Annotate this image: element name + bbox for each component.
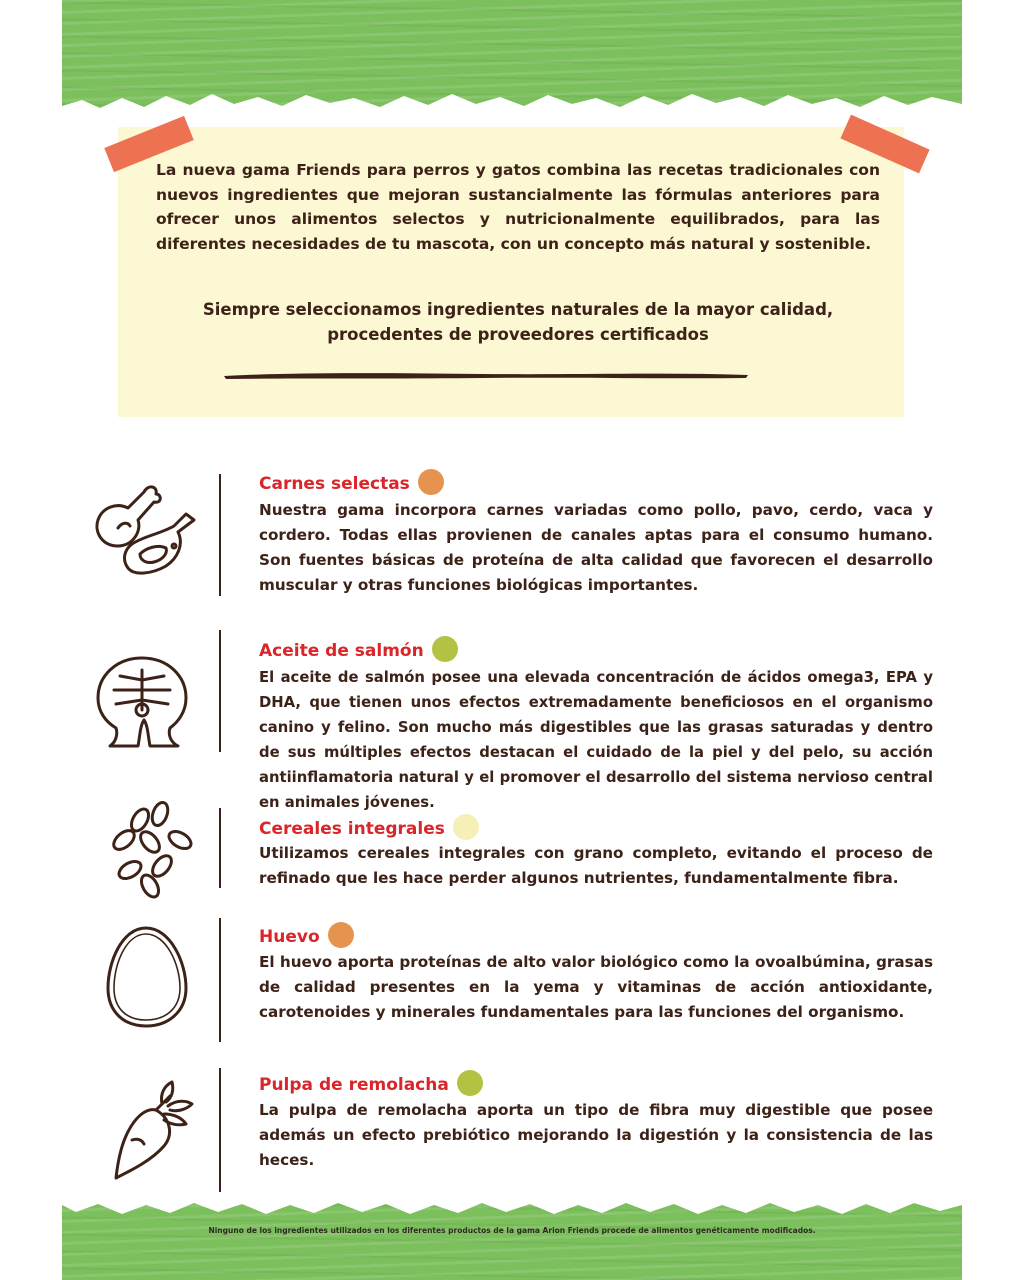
egg-icon [82, 914, 202, 1034]
accent-dot [418, 469, 444, 495]
ingredient-title-text: Cereales integrales [259, 819, 445, 839]
grain-seeds-icon [82, 794, 202, 914]
accent-dot [457, 1070, 483, 1096]
ingredient-title-text: Aceite de salmón [259, 641, 424, 661]
gmo-footnote: Ninguno de los ingredientes utilizados en los diferentes productos de la gama Arion Friends procede de alimentos genéticamente modificados. [208, 1226, 816, 1235]
ingredient-description: El aceite de salmón posee una elevada concentración de ácidos omega3, EPA y DHA, que tienen unos efectos extremadamente beneficiosos en el organismo canino y felino. Son mucho más digestibles que las grasas saturadas y dentro de sus múltiples efectos destacan el cuidado de la piel y del pelo, su acción antiinflamatoria natural y el promover el desarrollo del sistema nervioso central en animales jóvenes. [259, 669, 933, 811]
brush-stroke-divider [222, 368, 750, 382]
beet-icon [82, 1074, 202, 1194]
ingredient-title [259, 1070, 483, 1096]
ingredient-description: Nuestra gama incorpora carnes variadas como pollo, pavo, cerdo, vaca y cordero. Todas ellas provienen de canales aptas para el consumo humano. Son fuentes básicas de proteína de alta calidad que favorecen el desarrollo muscular y otras funciones biológicas importantes. [259, 501, 933, 594]
ingredient-description: El huevo aporta proteínas de alto valor biológico como la ovoalbúmina, grasas de calidad presentes en la yema y vitaminas de acción antioxidante, carotenoides y minerales fundamentales para las funciones del organismo. [259, 953, 933, 1021]
ingredient-title [259, 636, 458, 662]
ingredient-title-text: Carnes selectas [259, 474, 410, 494]
accent-dot [432, 636, 458, 662]
accent-dot [453, 814, 479, 840]
item-divider [219, 808, 221, 888]
ingredient-title [259, 922, 354, 948]
ingredient-title [259, 814, 479, 840]
item-divider [219, 1068, 221, 1192]
item-divider [219, 474, 221, 596]
ingredient-title-text: Pulpa de remolacha [259, 1075, 449, 1095]
accent-dot [328, 922, 354, 948]
item-divider [219, 918, 221, 1042]
ingredient-title-text: Huevo [259, 927, 320, 947]
ingredient-title [259, 469, 444, 495]
ingredient-description: La pulpa de remolacha aporta un tipo de fibra muy digestible que posee además un efecto prebiótico mejorando la digestión y la consistencia de las heces. [259, 1101, 933, 1169]
page [62, 0, 962, 1280]
item-divider [219, 630, 221, 752]
intro-tagline: Siempre seleccionamos ingredientes naturales de la mayor calidad, procedentes de proveedores certificados [202, 300, 834, 344]
salmon-steak-icon [82, 640, 202, 760]
chicken-leg-steak-icon [82, 470, 202, 590]
intro-paragraph: La nueva gama Friends para perros y gatos combina las recetas tradicionales con nuevos ingredientes que mejoran sustancialmente las fórmulas anteriores para ofrecer unos alimentos selectos y nutricionalmente equilibrados, para las diferentes necesidades de tu mascota, con un concepto más natural y sostenible. [156, 161, 880, 253]
ingredient-description: Utilizamos cereales integrales con grano completo, evitando el proceso de refinado que les hace perder algunos nutrientes, fundamentalmente fibra. [259, 844, 933, 887]
torn-paper-edge-top [62, 88, 962, 128]
